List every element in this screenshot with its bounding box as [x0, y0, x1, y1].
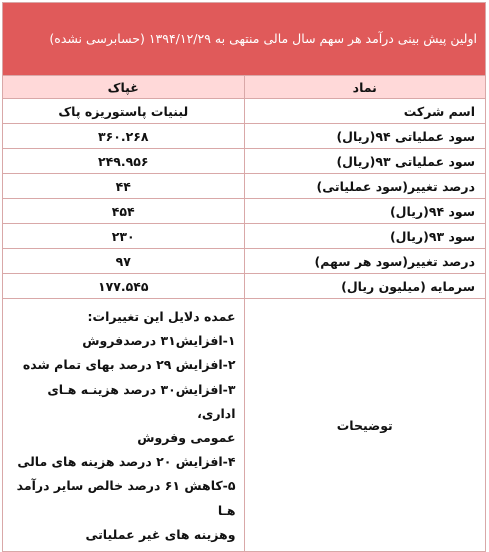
- note-line: ۴-افزایش ۲۰ درصد هزینه های مالی: [17, 454, 236, 470]
- table-row: [3, 274, 486, 299]
- eps-forecast-table: [2, 2, 486, 552]
- row-label-eps-93: سود ۹۳(ریال): [244, 224, 486, 249]
- table-title: [3, 3, 486, 76]
- row-value-eps-94: ۴۵۴: [3, 199, 245, 224]
- header-label: نماد: [244, 76, 486, 99]
- table-title-text: اولین پیش بینی درآمد هر سهم سال مالی منتهی به ۱۳۹۴/۱۲/۲۹ (حسابرسی نشده): [49, 31, 477, 46]
- table-row: [3, 124, 486, 149]
- notes-row: [3, 299, 486, 552]
- title-row: [3, 3, 486, 76]
- note-line: ۳-افزایش۳۰ درصد هزینـه هـای اداری،: [47, 381, 236, 421]
- table-row: [3, 199, 486, 224]
- eps-forecast-table-container: [2, 2, 486, 541]
- row-value-op-profit-93: ۲۴۹.۹۵۶: [3, 149, 245, 174]
- note-line: وهزینه های غیر عملیاتی: [85, 526, 236, 542]
- table-row: [3, 99, 486, 124]
- table-row: [3, 174, 486, 199]
- row-value-capital: ۱۷۷.۵۴۵: [3, 274, 245, 299]
- row-value-company: لبنیات پاستوریزه پاک: [3, 99, 245, 124]
- note-line: ۲-افزایش ۲۹ درصد بهای تمام شده: [22, 357, 236, 373]
- row-value-eps-93: ۲۳۰: [3, 224, 245, 249]
- row-label-eps-change: درصد تغییر(سود هر سهم): [244, 249, 486, 274]
- table-row: [3, 224, 486, 249]
- notes-content: [3, 299, 245, 552]
- notes-label: توضیحات: [244, 299, 486, 552]
- row-value-op-change: ۴۴: [3, 174, 245, 199]
- note-line: ۵-کاهش ۶۱ درصد خالص سایر درآمد هـا: [16, 478, 236, 518]
- row-label-capital: سرمایه (میلیون ریال): [244, 274, 486, 299]
- row-label-op-profit-93: سود عملیاتی ۹۳(ریال): [244, 149, 486, 174]
- note-line: عمده دلایل این تغییرات:: [87, 309, 236, 324]
- note-line: ۱-افزایش۳۱ درصدفروش: [82, 333, 236, 349]
- header-value: غپاک: [3, 76, 245, 99]
- row-label-op-change: درصد تغییر(سود عملیاتی): [244, 174, 486, 199]
- table-row: [3, 149, 486, 174]
- row-label-company: اسم شرکت: [244, 99, 486, 124]
- row-value-op-profit-94: ۳۶۰.۲۶۸: [3, 124, 245, 149]
- header-row: [3, 76, 486, 99]
- row-label-eps-94: سود ۹۴(ریال): [244, 199, 486, 224]
- note-line: عمومی وفروش: [137, 430, 236, 446]
- row-label-op-profit-94: سود عملیاتی ۹۴(ریال): [244, 124, 486, 149]
- row-value-eps-change: ۹۷: [3, 249, 245, 274]
- table-row: [3, 249, 486, 274]
